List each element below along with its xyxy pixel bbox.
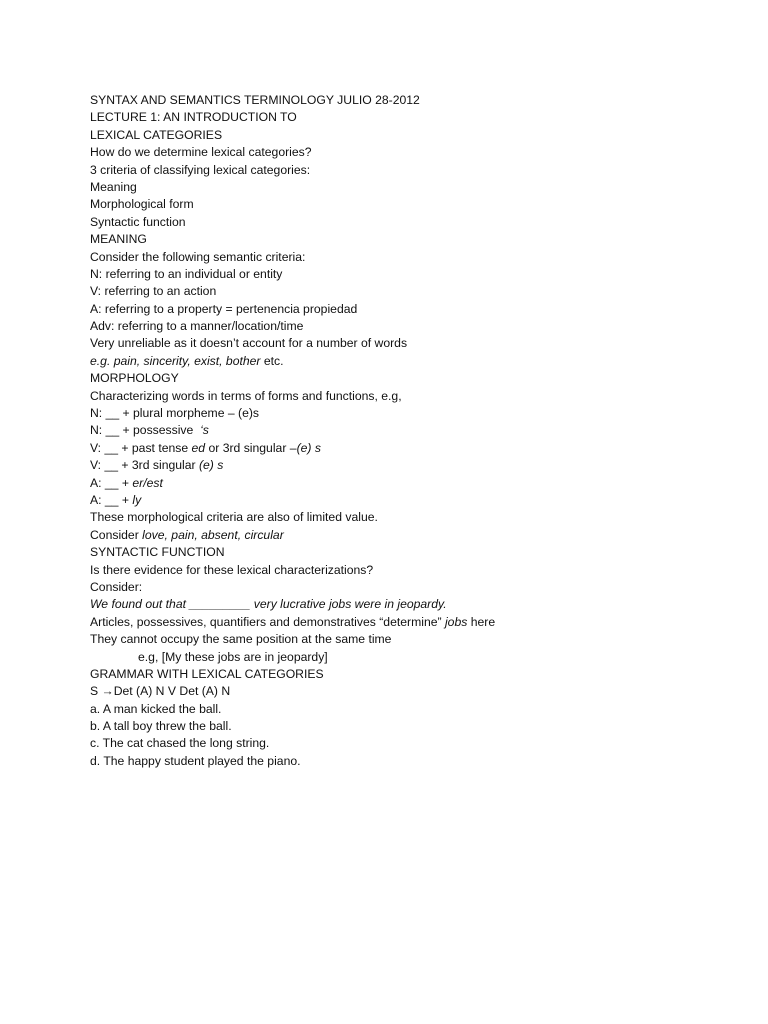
text-run: A: __ + [90,475,133,490]
text-run: (e) s [296,440,321,455]
text-run: V: __ + past tense [90,440,192,455]
text-run: (e) s [198,458,224,473]
text-line [90,231,730,248]
text-run: b. A tall boy threw the ball. [90,719,232,734]
text-line [90,649,730,666]
text-line [90,544,730,561]
text-line [90,127,730,144]
text-run: SYNTAX AND SEMANTICS TERMINOLOGY JULIO 28-2012 [90,93,420,107]
text-run: LEXICAL CATEGORIES [90,127,223,142]
text-line [90,162,730,179]
text-line [90,614,730,631]
text-line [90,335,730,352]
text-line [90,214,730,231]
text-line [90,144,730,161]
text-run: S →Det (A) N V Det (A) N [90,684,231,699]
text-line [90,457,730,474]
text-line [90,735,730,752]
text-line [90,353,730,370]
text-run: SYNTACTIC FUNCTION [90,545,225,560]
text-line [90,753,730,770]
text-run: ‘s [200,423,209,438]
text-line [90,666,730,683]
text-run: ed [191,440,206,455]
text-run: Consider the following semantic criteria: [90,249,306,264]
text-line [90,179,730,196]
text-run: here [467,614,496,629]
text-run: or 3rd singular – [205,440,297,455]
text-run: LECTURE 1: AN INTRODUCTION TO [90,110,297,125]
text-run: Syntactic function [90,214,186,229]
text-line [90,266,730,283]
text-run: d. The happy student played the piano. [90,753,301,768]
text-line [90,683,730,700]
text-run: Characterizing words in terms of forms and functions, e.g, [90,388,402,403]
text-run: ly [132,492,142,507]
text-run: We found out that _________ very lucrative jobs were in jeopardy. [90,597,447,612]
text-line [90,249,730,266]
text-run: These morphological criteria are also of limited value. [90,510,378,525]
text-run: GRAMMAR WITH LEXICAL CATEGORIES [90,666,324,681]
text-run: V: __ + 3rd singular [90,458,199,473]
text-run: V: referring to an action [90,284,217,299]
text-line [90,562,730,579]
text-run: N: __ + possessive [90,423,201,438]
text-run: How do we determine lexical categories? [90,145,312,160]
text-run: 3 criteria of classifying lexical categories: [90,162,311,177]
text-run: They cannot occupy the same position at the same time [90,632,392,647]
text-run: er/est [132,475,163,490]
text-run: Very unreliable as it doesn’t account for a number of words [90,336,408,351]
text-line [90,196,730,213]
text-run: Meaning [90,179,137,194]
text-line [90,596,730,613]
text-line [90,527,730,544]
text-line [90,475,730,492]
text-run: MORPHOLOGY [90,371,179,386]
text-line [90,283,730,300]
text-run: Consider: [90,579,143,594]
text-line [90,318,730,335]
text-line [90,492,730,509]
text-run: A: __ + [90,492,133,507]
text-run: Morphological form [90,197,194,212]
text-run: jobs [444,614,468,629]
text-run: N: __ + plural morpheme – (e)s [90,406,260,421]
document-body [90,92,730,770]
text-line [90,109,730,126]
text-run: N: referring to an individual or entity [90,266,283,281]
text-run: Articles, possessives, quantifiers and demonstratives “determine” [90,614,445,629]
text-run: A: referring to a property = pertenencia propiedad [90,301,358,316]
text-run: Is there evidence for these lexical characterizations? [90,562,374,577]
text-run: etc. [260,353,284,368]
text-line [90,422,730,439]
text-run: a. A man kicked the ball. [90,701,222,716]
text-line [90,388,730,405]
text-line [90,718,730,735]
text-run: e.g, [My these jobs are in jeopardy] [138,649,328,664]
text-line [90,301,730,318]
text-line [90,405,730,422]
text-run: love, pain, absent, circular [142,527,284,542]
text-run: c. The cat chased the long string. [90,736,270,751]
text-run: Adv: referring to a manner/location/time [90,319,304,334]
text-run: Consider [90,527,143,542]
text-line [90,440,730,457]
text-line [90,370,730,387]
text-line [90,631,730,648]
text-run: MEANING [90,232,147,247]
text-line [90,579,730,596]
text-line [90,701,730,718]
text-line [90,92,730,109]
text-line [90,509,730,526]
text-run: e.g. pain, sincerity, exist, bother [90,353,261,368]
